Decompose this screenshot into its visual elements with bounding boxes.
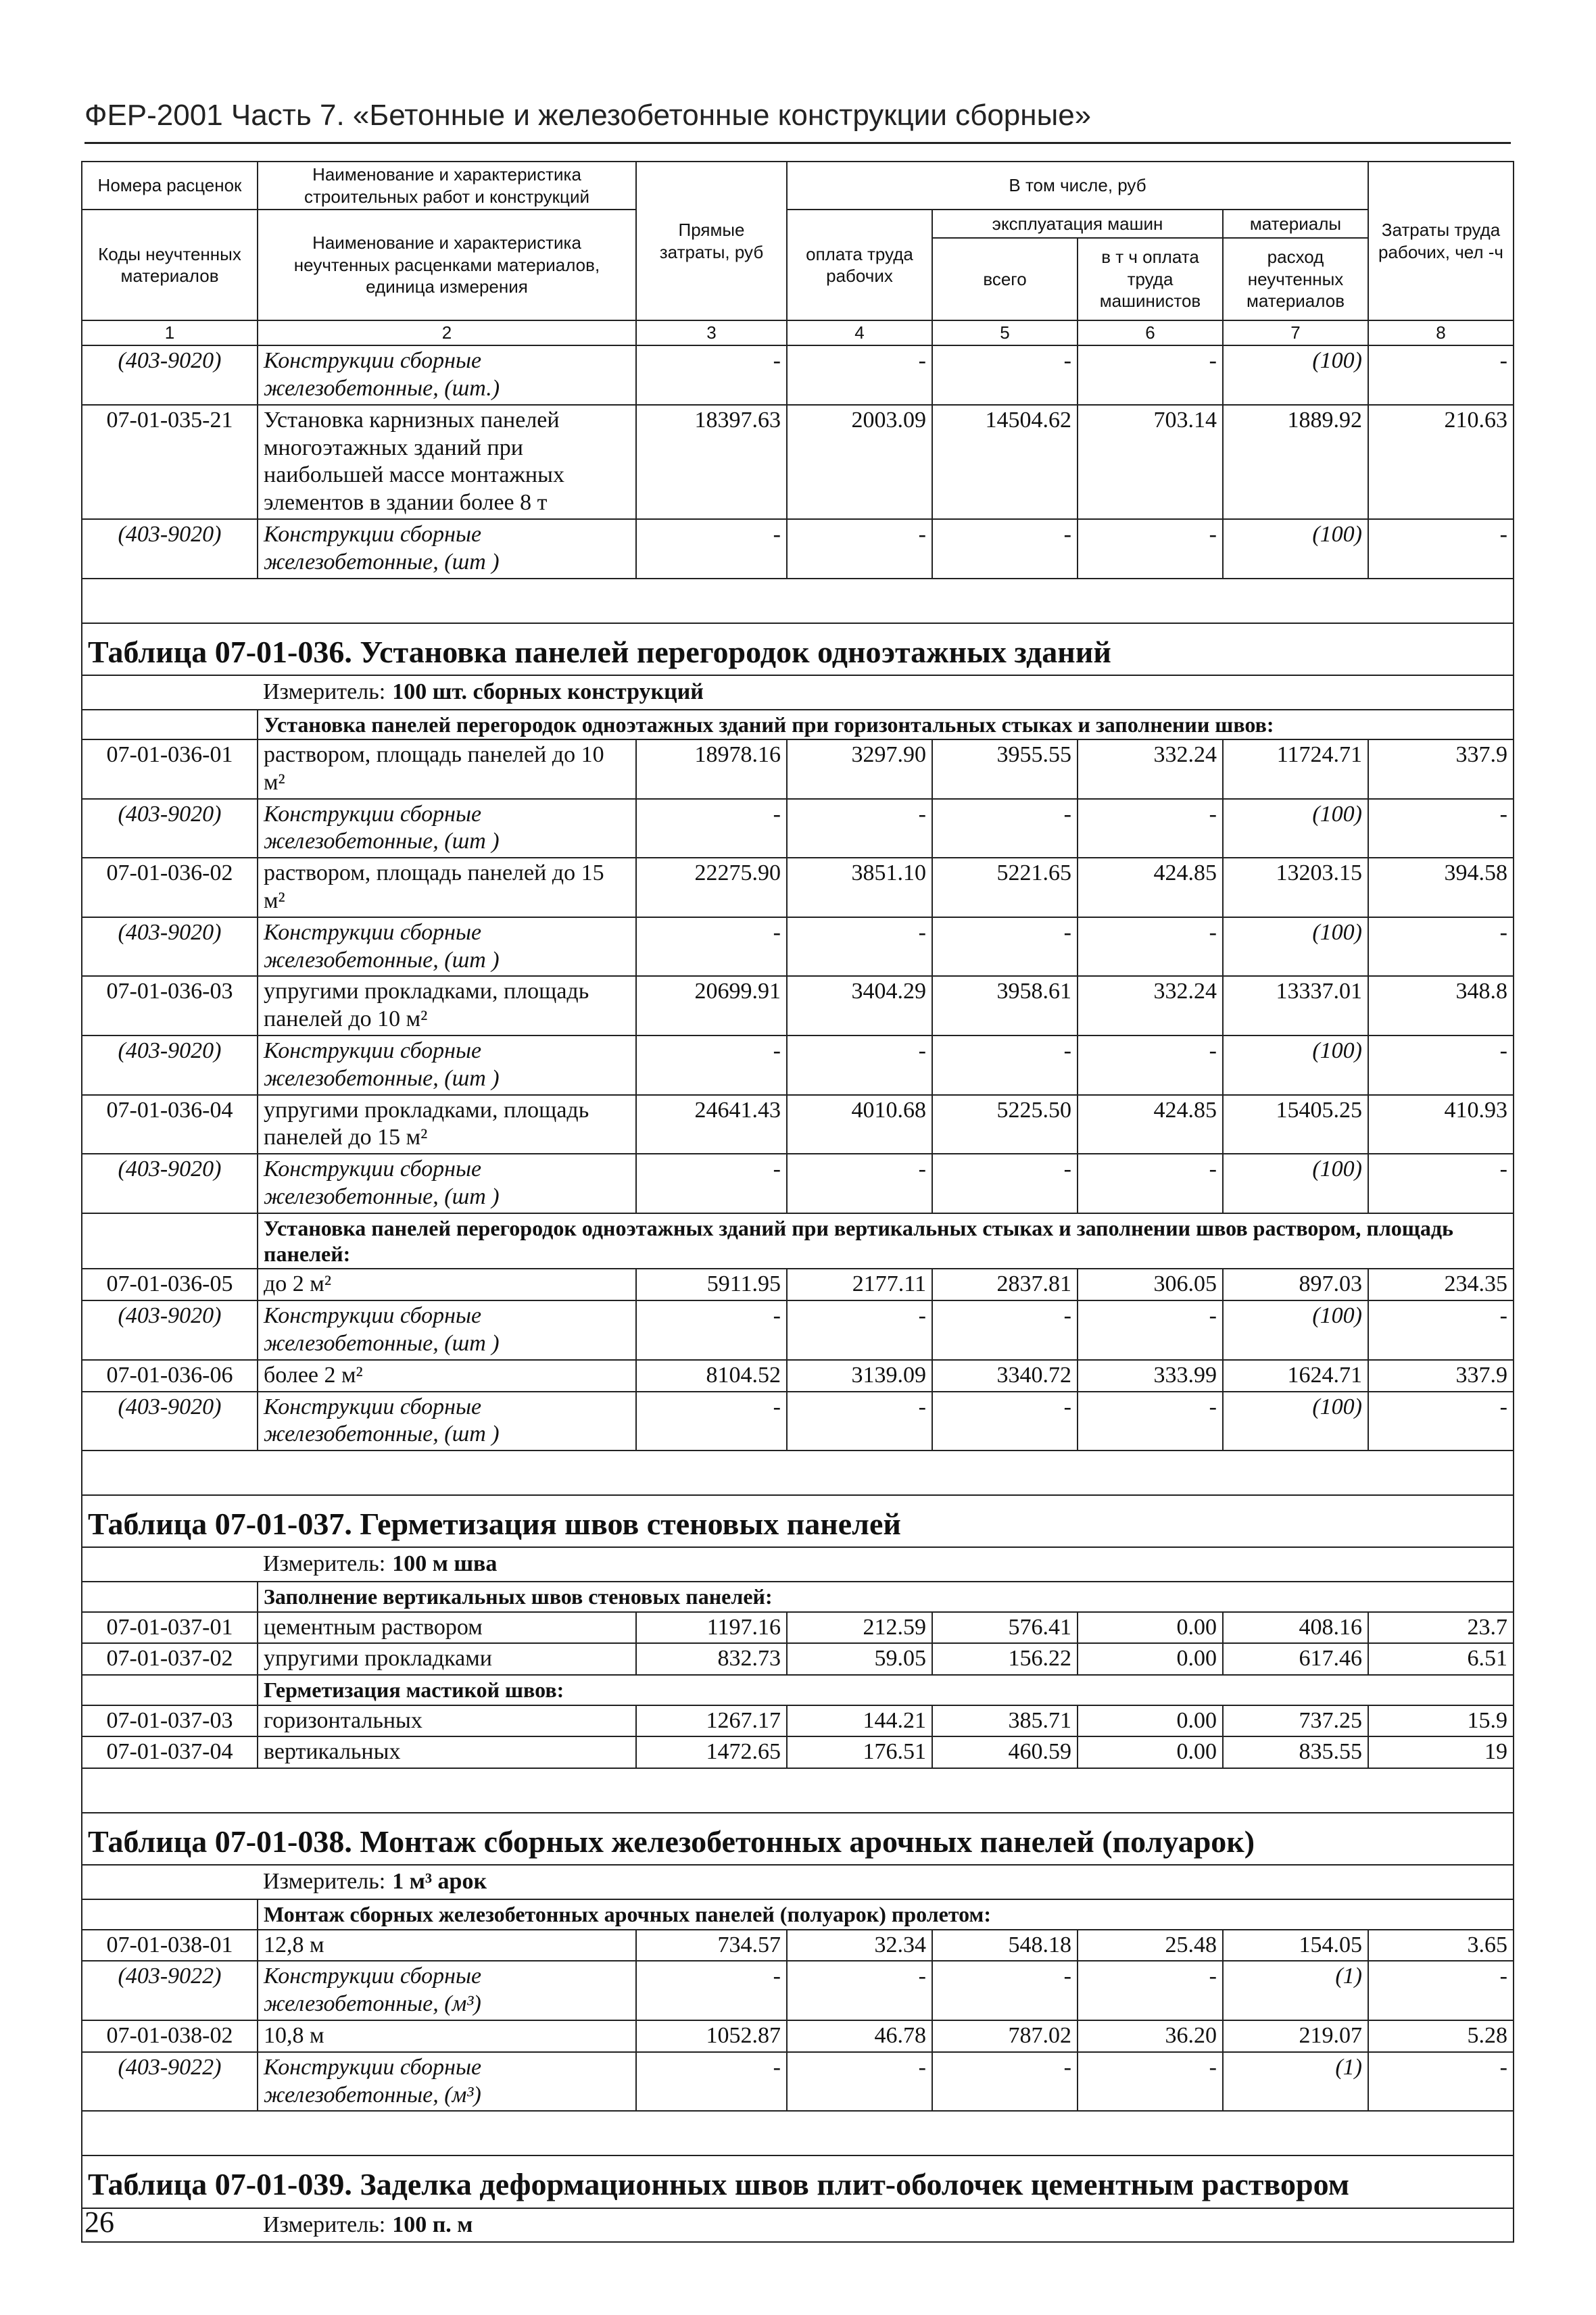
machine-total: - [932, 799, 1078, 858]
rate-code: (403-9022) [82, 2052, 258, 2112]
direct-cost: 20699.91 [636, 976, 787, 1035]
labor-pay: 3851.10 [787, 858, 932, 917]
materials: 897.03 [1223, 1269, 1368, 1300]
direct-cost: - [636, 799, 787, 858]
direct-cost: 1052.87 [636, 2020, 787, 2052]
materials: 15405.25 [1223, 1095, 1368, 1154]
machinist-pay: 0.00 [1078, 1612, 1223, 1644]
machine-total: - [932, 917, 1078, 977]
materials: (1) [1223, 1961, 1368, 2020]
machine-total: 3955.55 [932, 739, 1078, 799]
labor-pay: 46.78 [787, 2020, 932, 2052]
machine-total: - [932, 1300, 1078, 1360]
labor-hours: 23.7 [1368, 1612, 1514, 1644]
direct-cost: 1267.17 [636, 1705, 787, 1737]
labor-hours: 348.8 [1368, 976, 1514, 1035]
materials: (100) [1223, 519, 1368, 579]
rate-code: 07-01-037-03 [82, 1705, 258, 1737]
direct-cost: 24641.43 [636, 1095, 787, 1154]
labor-pay: - [787, 1035, 932, 1095]
table-row [82, 799, 1514, 858]
labor-hours: - [1368, 1035, 1514, 1095]
rate-name: горизонтальных [258, 1705, 636, 1737]
machinist-pay: - [1078, 345, 1223, 405]
rate-name: упругими прокладками [258, 1643, 636, 1675]
rate-name: до 2 м² [258, 1269, 636, 1300]
labor-pay: 2003.09 [787, 405, 932, 519]
rate-code: (403-9020) [82, 917, 258, 977]
col-head-ekspl: эксплуатация машин [932, 210, 1223, 238]
rate-code: 07-01-037-01 [82, 1612, 258, 1644]
section-row [82, 1899, 1514, 1929]
materials: 11724.71 [1223, 739, 1368, 799]
direct-cost: 22275.90 [636, 858, 787, 917]
rate-code: 07-01-036-01 [82, 739, 258, 799]
rate-name: раствором, площадь панелей до 15 м² [258, 858, 636, 917]
direct-cost: - [636, 1392, 787, 1451]
rate-code: (403-9020) [82, 345, 258, 405]
rate-name: раствором, площадь панелей до 10 м² [258, 739, 636, 799]
meter-label: Измеритель: [263, 1551, 386, 1577]
machinist-pay: - [1078, 1035, 1223, 1095]
col-head-materialy: материалы [1223, 210, 1368, 238]
table-title: Таблица 07-01-038. Монтаж сборных железобетонных арочных панелей (полуарок) [82, 1813, 1514, 1865]
meter [258, 1865, 1514, 1899]
col-head-rashod: расход неучтенных материалов [1223, 238, 1368, 320]
table-row [82, 2020, 1514, 2052]
rate-code: (403-9022) [82, 1961, 258, 2020]
spacer-cell [82, 1451, 1514, 1495]
section-row [82, 1675, 1514, 1705]
col-number: 3 [636, 320, 787, 345]
table-row [82, 976, 1514, 1035]
table-title-row [82, 623, 1514, 675]
table-title-row [82, 1813, 1514, 1865]
meter-value: 100 шт. сборных конструкций [392, 679, 704, 704]
machine-total: 460.59 [932, 1736, 1078, 1768]
rate-code: 07-01-036-03 [82, 976, 258, 1035]
labor-hours: 234.35 [1368, 1269, 1514, 1300]
meter-row [82, 675, 1514, 710]
labor-hours: 410.93 [1368, 1095, 1514, 1154]
machinist-pay: 332.24 [1078, 739, 1223, 799]
rate-name: упругими прокладками, площадь панелей до 15 м² [258, 1095, 636, 1154]
rate-code: (403-9020) [82, 1154, 258, 1213]
meter-spacer [82, 1865, 258, 1899]
labor-pay: - [787, 1154, 932, 1213]
col-number: 7 [1223, 320, 1368, 345]
machinist-pay: - [1078, 917, 1223, 977]
rate-code: 07-01-036-06 [82, 1360, 258, 1392]
labor-pay: 4010.68 [787, 1095, 932, 1154]
meter-row [82, 2208, 1514, 2243]
rate-name: Конструкции сборные железобетонные, (м³) [258, 1961, 636, 2020]
machinist-pay: - [1078, 1154, 1223, 1213]
materials: 154.05 [1223, 1930, 1368, 1961]
direct-cost: 832.73 [636, 1643, 787, 1675]
table-row [82, 1360, 1514, 1392]
machinist-pay: 332.24 [1078, 976, 1223, 1035]
rate-name: цементным раствором [258, 1612, 636, 1644]
labor-hours: - [1368, 1154, 1514, 1213]
spacer-cell [82, 579, 1514, 623]
machine-total: - [932, 1961, 1078, 2020]
machinist-pay: - [1078, 1961, 1223, 2020]
labor-hours: - [1368, 519, 1514, 579]
materials: 617.46 [1223, 1643, 1368, 1675]
rate-code: (403-9020) [82, 519, 258, 579]
spacer-row [82, 579, 1514, 623]
materials: 737.25 [1223, 1705, 1368, 1737]
machine-total: 787.02 [932, 2020, 1078, 2052]
rate-name: Конструкции сборные железобетонные, (шт ) [258, 1392, 636, 1451]
table-row [82, 1643, 1514, 1675]
machinist-pay: - [1078, 799, 1223, 858]
col-head-kody: Коды неучтенных материалов [82, 210, 258, 320]
labor-pay: 2177.11 [787, 1269, 932, 1300]
meter-label: Измеритель: [263, 1869, 386, 1895]
labor-hours: 210.63 [1368, 405, 1514, 519]
table-row [82, 1705, 1514, 1737]
rate-code: (403-9020) [82, 1300, 258, 1360]
machine-total: 2837.81 [932, 1269, 1078, 1300]
machine-total: 3958.61 [932, 976, 1078, 1035]
direct-cost: - [636, 345, 787, 405]
section-spacer [82, 1675, 258, 1705]
materials: 408.16 [1223, 1612, 1368, 1644]
machinist-pay: 0.00 [1078, 1736, 1223, 1768]
machinist-pay: 36.20 [1078, 2020, 1223, 2052]
rate-code: 07-01-036-02 [82, 858, 258, 917]
labor-pay: - [787, 519, 932, 579]
table-row [82, 1736, 1514, 1768]
labor-hours: - [1368, 1392, 1514, 1451]
direct-cost: - [636, 1154, 787, 1213]
meter-spacer [82, 1547, 258, 1582]
machine-total: - [932, 2052, 1078, 2112]
rate-code: 07-01-038-02 [82, 2020, 258, 2052]
section-heading: Герметизация мастикой швов: [258, 1675, 1514, 1705]
machinist-pay: 0.00 [1078, 1643, 1223, 1675]
spacer-cell [82, 1768, 1514, 1813]
labor-pay: 59.05 [787, 1643, 932, 1675]
labor-hours: 337.9 [1368, 1360, 1514, 1392]
table-body [82, 345, 1514, 2242]
table-row [82, 1035, 1514, 1095]
table-row [82, 345, 1514, 405]
section-row [82, 1213, 1514, 1269]
materials: (100) [1223, 1300, 1368, 1360]
table-row [82, 1930, 1514, 1961]
rate-name: Конструкции сборные железобетонные, (шт ) [258, 1154, 636, 1213]
machine-total: - [932, 1392, 1078, 1451]
col-head-vtom: В том числе, руб [787, 162, 1368, 210]
spacer-cell [82, 2111, 1514, 2155]
page-header: ФЕР-2001 Часть 7. «Бетонные и железобетонные конструкции сборные» [84, 99, 1511, 144]
table-title-row [82, 1495, 1514, 1547]
col-head-vsego: всего [932, 238, 1078, 320]
meter-spacer [82, 675, 258, 710]
section-row [82, 710, 1514, 739]
machinist-pay: 333.99 [1078, 1360, 1223, 1392]
rates-sheet [81, 161, 1513, 2243]
labor-pay: 176.51 [787, 1736, 932, 1768]
table-row [82, 1300, 1514, 1360]
col-head-pryamye: Прямые затраты, руб [636, 162, 787, 320]
table-title: Таблица 07-01-036. Установка панелей перегородок одноэтажных зданий [82, 623, 1514, 675]
rate-code: (403-9020) [82, 799, 258, 858]
labor-pay: - [787, 2052, 932, 2112]
labor-hours: - [1368, 2052, 1514, 2112]
labor-hours: 6.51 [1368, 1643, 1514, 1675]
table-row [82, 739, 1514, 799]
labor-hours: - [1368, 917, 1514, 977]
machinist-pay: 0.00 [1078, 1705, 1223, 1737]
machine-total: 3340.72 [932, 1360, 1078, 1392]
section-spacer [82, 1899, 258, 1929]
col-head-name2: Наименование и характеристика неучтенных расценками материалов, единица измерения [258, 210, 636, 320]
meter-label: Измеритель: [263, 2212, 386, 2237]
col-head-zatraty: Затраты труда рабочих, чел -ч [1368, 162, 1514, 320]
direct-cost: - [636, 519, 787, 579]
machine-total: - [932, 345, 1078, 405]
labor-pay: - [787, 917, 932, 977]
materials: 1624.71 [1223, 1360, 1368, 1392]
materials: 13203.15 [1223, 858, 1368, 917]
col-number: 2 [258, 320, 636, 345]
machine-total: 385.71 [932, 1705, 1078, 1737]
rate-code: 07-01-036-05 [82, 1269, 258, 1300]
meter-value: 100 п. м [392, 2212, 473, 2237]
col-head-nomera: Номера расценок [82, 162, 258, 210]
machine-total: 5225.50 [932, 1095, 1078, 1154]
col-number: 6 [1078, 320, 1223, 345]
rate-name: Конструкции сборные железобетонные, (шт.) [258, 345, 636, 405]
machine-total: 548.18 [932, 1930, 1078, 1961]
col-head-oplata: оплата труда рабочих [787, 210, 932, 320]
table-row [82, 1612, 1514, 1644]
meter-row [82, 1865, 1514, 1899]
labor-pay: 32.34 [787, 1930, 932, 1961]
materials: 219.07 [1223, 2020, 1368, 2052]
labor-pay: - [787, 799, 932, 858]
direct-cost: 1472.65 [636, 1736, 787, 1768]
labor-pay: 3297.90 [787, 739, 932, 799]
section-row [82, 1582, 1514, 1611]
section-spacer [82, 710, 258, 739]
labor-hours: - [1368, 799, 1514, 858]
column-numbers-row [82, 320, 1514, 345]
table-row [82, 917, 1514, 977]
table-title: Таблица 07-01-037. Герметизация швов стеновых панелей [82, 1495, 1514, 1547]
labor-pay: - [787, 345, 932, 405]
direct-cost: - [636, 917, 787, 977]
spacer-row [82, 1451, 1514, 1495]
labor-hours: 15.9 [1368, 1705, 1514, 1737]
table-row [82, 519, 1514, 579]
rate-name: Конструкции сборные железобетонные, (шт ) [258, 1035, 636, 1095]
machinist-pay: - [1078, 519, 1223, 579]
machine-total: 576.41 [932, 1612, 1078, 1644]
materials: (100) [1223, 799, 1368, 858]
col-head-vtch: в т ч оплата труда машинистов [1078, 238, 1223, 320]
page-number: 26 [84, 2206, 114, 2239]
section-heading: Заполнение вертикальных швов стеновых панелей: [258, 1582, 1514, 1611]
table-row [82, 1095, 1514, 1154]
labor-hours: 19 [1368, 1736, 1514, 1768]
spacer-row [82, 2111, 1514, 2155]
machinist-pay: 306.05 [1078, 1269, 1223, 1300]
materials: 1889.92 [1223, 405, 1368, 519]
labor-hours: 3.65 [1368, 1930, 1514, 1961]
direct-cost: 5911.95 [636, 1269, 787, 1300]
section-heading: Установка панелей перегородок одноэтажных зданий при горизонтальных стыках и заполнении швов: [258, 710, 1514, 739]
labor-pay: 212.59 [787, 1612, 932, 1644]
meter-label: Измеритель: [263, 679, 386, 704]
rate-code: 07-01-037-04 [82, 1736, 258, 1768]
materials: 835.55 [1223, 1736, 1368, 1768]
machinist-pay: 25.48 [1078, 1930, 1223, 1961]
labor-pay: - [787, 1392, 932, 1451]
direct-cost: - [636, 1035, 787, 1095]
section-heading: Установка панелей перегородок одноэтажных зданий при вертикальных стыках и заполнении швов раствором, площадь панелей: [258, 1213, 1514, 1269]
labor-pay: - [787, 1300, 932, 1360]
direct-cost: 1197.16 [636, 1612, 787, 1644]
direct-cost: 18978.16 [636, 739, 787, 799]
direct-cost: 734.57 [636, 1930, 787, 1961]
materials: (100) [1223, 1392, 1368, 1451]
meter [258, 675, 1514, 710]
table-row [82, 1154, 1514, 1213]
materials: (1) [1223, 2052, 1368, 2112]
table-row [82, 858, 1514, 917]
machinist-pay: 424.85 [1078, 858, 1223, 917]
direct-cost: - [636, 2052, 787, 2112]
meter-value: 100 м шва [392, 1551, 498, 1577]
rates-table [81, 161, 1514, 2243]
table-title: Таблица 07-01-039. Заделка деформационных швов плит-оболочек цементным раствором [82, 2155, 1514, 2208]
labor-pay: 3404.29 [787, 976, 932, 1035]
meter [258, 1547, 1514, 1582]
labor-pay: 144.21 [787, 1705, 932, 1737]
direct-cost: - [636, 1961, 787, 2020]
rate-name: Конструкции сборные железобетонные, (шт ) [258, 1300, 636, 1360]
machinist-pay: 424.85 [1078, 1095, 1223, 1154]
table-row [82, 405, 1514, 519]
rate-name: Конструкции сборные железобетонные, (м³) [258, 2052, 636, 2112]
machine-total: - [932, 519, 1078, 579]
table-row [82, 1392, 1514, 1451]
rate-code: 07-01-035-21 [82, 405, 258, 519]
table-row [82, 2052, 1514, 2112]
materials: 13337.01 [1223, 976, 1368, 1035]
machine-total: - [932, 1154, 1078, 1213]
materials: (100) [1223, 345, 1368, 405]
meter-row [82, 1547, 1514, 1582]
rate-name: упругими прокладками, площадь панелей до 10 м² [258, 976, 636, 1035]
machinist-pay: 703.14 [1078, 405, 1223, 519]
section-spacer [82, 1213, 258, 1269]
labor-hours: 394.58 [1368, 858, 1514, 917]
materials: (100) [1223, 1154, 1368, 1213]
rate-name: 12,8 м [258, 1930, 636, 1961]
col-number: 4 [787, 320, 932, 345]
rate-code: 07-01-036-04 [82, 1095, 258, 1154]
machinist-pay: - [1078, 1300, 1223, 1360]
rate-code: 07-01-037-02 [82, 1643, 258, 1675]
machinist-pay: - [1078, 2052, 1223, 2112]
col-number: 5 [932, 320, 1078, 345]
table-row [82, 1269, 1514, 1300]
direct-cost: 18397.63 [636, 405, 787, 519]
rate-code: 07-01-038-01 [82, 1930, 258, 1961]
machine-total: 5221.65 [932, 858, 1078, 917]
rate-name: 10,8 м [258, 2020, 636, 2052]
rate-name: Установка карнизных панелей многоэтажных зданий при наибольшей массе монтажных элементов в здании более 8 т [258, 405, 636, 519]
labor-hours: 337.9 [1368, 739, 1514, 799]
col-number: 1 [82, 320, 258, 345]
labor-hours: - [1368, 1300, 1514, 1360]
meter-value: 1 м³ арок [392, 1869, 487, 1895]
rate-name: вертикальных [258, 1736, 636, 1768]
rate-code: (403-9020) [82, 1392, 258, 1451]
col-head-name1: Наименование и характеристика строительных работ и конструкций [258, 162, 636, 210]
section-spacer [82, 1582, 258, 1611]
machine-total: - [932, 1035, 1078, 1095]
rate-code: (403-9020) [82, 1035, 258, 1095]
section-heading: Монтаж сборных железобетонных арочных панелей (полуарок) пролетом: [258, 1899, 1514, 1929]
labor-pay: 3139.09 [787, 1360, 932, 1392]
rate-name: Конструкции сборные железобетонные, (шт ) [258, 799, 636, 858]
direct-cost: - [636, 1300, 787, 1360]
rate-name: более 2 м² [258, 1360, 636, 1392]
rate-name: Конструкции сборные железобетонные, (шт ) [258, 519, 636, 579]
table-head [82, 162, 1514, 345]
meter [258, 2208, 1514, 2243]
direct-cost: 8104.52 [636, 1360, 787, 1392]
table-title-row [82, 2155, 1514, 2208]
materials: (100) [1223, 917, 1368, 977]
labor-hours: - [1368, 1961, 1514, 2020]
machine-total: 14504.62 [932, 405, 1078, 519]
labor-pay: - [787, 1961, 932, 2020]
labor-hours: 5.28 [1368, 2020, 1514, 2052]
machine-total: 156.22 [932, 1643, 1078, 1675]
machinist-pay: - [1078, 1392, 1223, 1451]
materials: (100) [1223, 1035, 1368, 1095]
labor-hours: - [1368, 345, 1514, 405]
col-number: 8 [1368, 320, 1514, 345]
table-row [82, 1961, 1514, 2020]
rate-name: Конструкции сборные железобетонные, (шт ) [258, 917, 636, 977]
spacer-row [82, 1768, 1514, 1813]
